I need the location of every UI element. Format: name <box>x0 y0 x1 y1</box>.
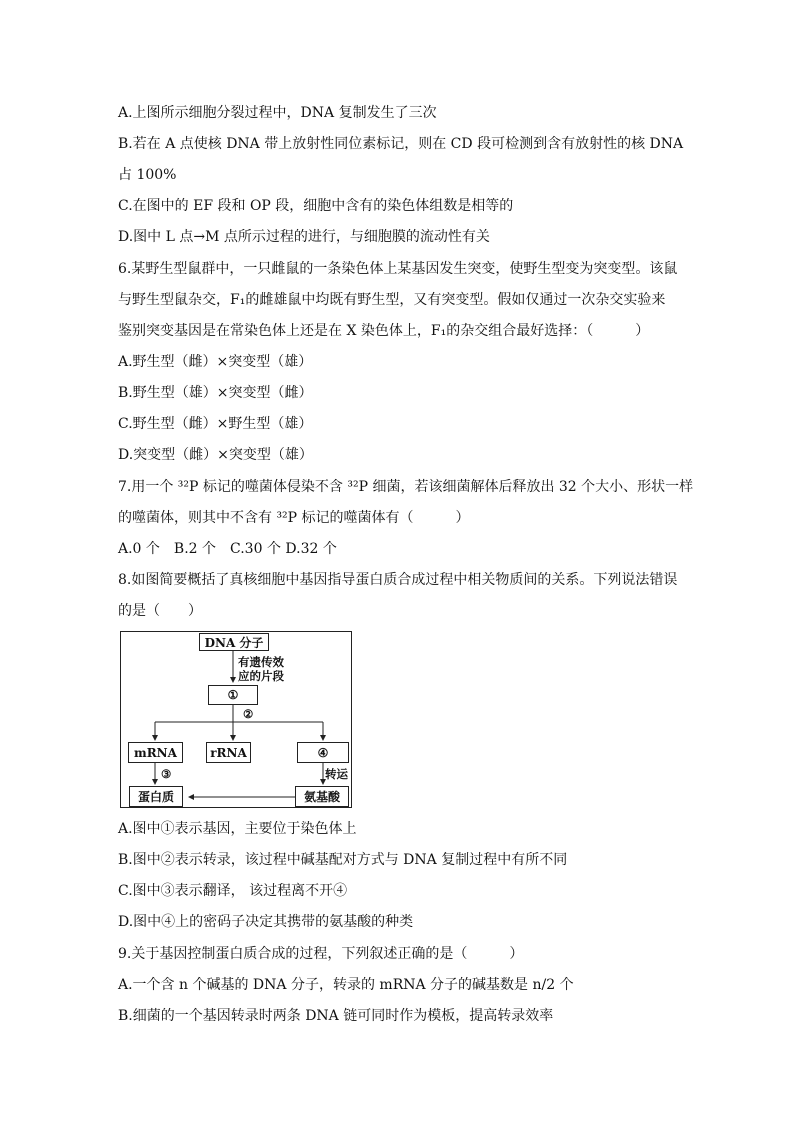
question-7: 7.用一个 ³²P 标记的噬菌体侵染不含 ³²P 细菌，若该细菌解体后释放出 32 个大小、形状一样 <box>118 479 694 495</box>
option-6c: C.野生型（雌）×野生型（雄） <box>118 416 313 432</box>
option-5b: B.若在 A 点使核 DNA 带上放射性同位素标记，则在 CD 段可检测到含有放射性的核 DNA <box>118 136 684 152</box>
option-5d: D.图中 L 点→M 点所示过程的进行，与细胞膜的流动性有关 <box>118 229 490 245</box>
question-6: 6.某野生型鼠群中，一只雌鼠的一条染色体上某基因发生突变，使野生型变为突变型。该鼠 <box>118 261 678 277</box>
option-8d: D.图中④上的密码子决定其携带的氨基酸的种类 <box>118 914 414 930</box>
step-2-label: ② <box>243 707 254 721</box>
transport-label: 转运 <box>325 767 348 781</box>
option-9a: A.一个含 n 个碱基的 DNA 分子，转录的 mRNA 分子的碱基数是 n/2 个 <box>118 977 574 993</box>
option-6b: B.野生型（雄）×突变型（雌） <box>118 385 313 401</box>
question-6-cont2: 鉴别突变基因是在常染色体上还是在 X 染色体上，F₁的杂交组合最好选择：（ ） <box>118 323 650 339</box>
question-8: 8.如图简要概括了真核细胞中基因指导蛋白质合成过程中相关物质间的关系。下列说法错误 <box>118 572 678 588</box>
diagram-arrows <box>121 632 353 809</box>
mrna-box: mRNA <box>128 742 183 763</box>
step-3-label: ③ <box>161 767 172 781</box>
segment-label-2: 应的片段 <box>238 669 284 683</box>
option-5a: A.上图所示细胞分裂过程中，DNA 复制发生了三次 <box>118 105 437 121</box>
options-7: A.0 个 B.2 个 C.30 个 D.32 个 <box>118 541 337 557</box>
dna-box: DNA 分子 <box>199 633 269 651</box>
option-8b: B.图中②表示转录，该过程中碱基配对方式与 DNA 复制过程中有所不同 <box>118 852 568 868</box>
option-5c: C.在图中的 EF 段和 OP 段，细胞中含有的染色体组数是相等的 <box>118 198 514 214</box>
question-6-cont: 与野生型鼠杂交，F₁的雌雄鼠中均既有野生型，又有突变型。假如仅通过一次杂交实验来 <box>118 292 666 308</box>
gene-expression-diagram <box>120 631 352 808</box>
segment-label-1: 有遗传效 <box>238 655 284 669</box>
option-8a: A.图中①表示基因，主要位于染色体上 <box>118 821 357 837</box>
option-6a: A.野生型（雌）×突变型（雄） <box>118 354 313 370</box>
option-8c: C.图中③表示翻译， 该过程离不开④ <box>118 883 348 899</box>
question-8-cont: 的是（ ） <box>118 603 202 619</box>
box-1-gene: ① <box>208 685 258 705</box>
option-6d: D.突变型（雌）×突变型（雄） <box>118 447 313 463</box>
amino-acid-box: 氨基酸 <box>295 786 349 807</box>
question-7-cont: 的噬菌体，则其中不含有 ³²P 标记的噬菌体有（ ） <box>118 510 470 526</box>
question-9: 9.关于基因控制蛋白质合成的过程，下列叙述正确的是（ ） <box>118 946 524 962</box>
option-9b: B.细菌的一个基因转录时两条 DNA 链可同时作为模板，提高转录效率 <box>118 1008 554 1024</box>
box-4-trna: ④ <box>297 742 349 763</box>
rrna-box: rRNA <box>206 742 251 763</box>
option-5b-cont: 占 100% <box>118 167 177 183</box>
protein-box: 蛋白质 <box>129 786 183 807</box>
